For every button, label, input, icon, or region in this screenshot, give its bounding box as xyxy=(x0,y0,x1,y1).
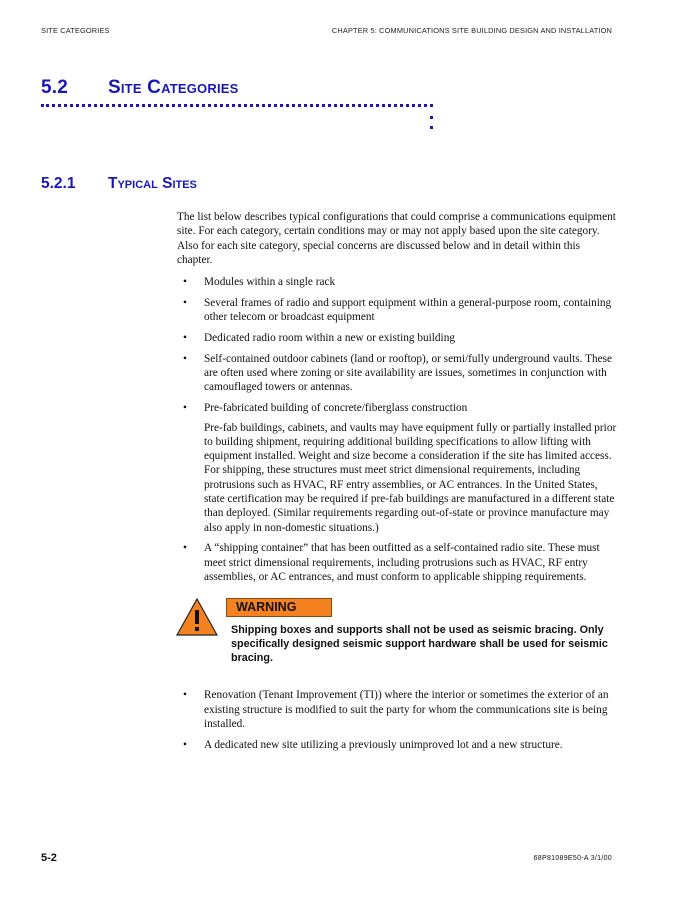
warning-label: WARNING xyxy=(226,598,332,616)
list-item: • Modules within a single rack xyxy=(177,275,617,289)
page-number: 5-2 xyxy=(41,852,57,864)
section-heading xyxy=(41,77,239,99)
body-text xyxy=(177,210,617,759)
subsection-number: 5.2.1 xyxy=(41,175,76,192)
list-item: • Self-contained outdoor cabinets (land or rooftop), or semi/fully underground vaults. These are often used where zoning or site availability are issues, sometimes in conjunction with camouflaged towers or antennas. xyxy=(177,352,617,395)
site-type-list-continued xyxy=(177,688,617,752)
list-item: • Renovation (Tenant Improvement (TI)) where the interior or sometimes the exterior of an existing structure is modified to suit the party for whom the communications site is being installed. xyxy=(177,688,617,731)
prefab-note: Pre-fab buildings, cabinets, and vaults may have equipment fully or partially installed prior to building shipment, requiring additional building specifications to allow lifting with equipment installed. Weight and size become a consideration if the site has limited access. For shipping, these structures must meet strict dimensional requirements, including protrusions such as HVAC, RF entry assemblies, or AC entrances. In the United States, state certification may be required if pre-fab buildings are manufactured in a different state than deployed. (Similar requirements regarding out-of-state or province manufacture may also apply in non-domestic situations.) xyxy=(204,421,617,534)
warning-box xyxy=(177,598,617,676)
list-item-text: Pre-fabricated building of concrete/fiberglass construction xyxy=(204,402,468,415)
list-item: • Several frames of radio and support equipment within a general-purpose room, containing other telecom or broadcast equipment xyxy=(177,296,617,325)
warning-icon xyxy=(176,598,218,636)
heading-dotted-rule xyxy=(41,98,433,107)
rule-dot xyxy=(430,116,433,119)
running-header-left: SITE CATEGORIES xyxy=(41,26,110,35)
rule-dot xyxy=(430,126,433,129)
document-id: 68P81089E50-A 3/1/00 xyxy=(533,855,612,862)
list-item: • Dedicated radio room within a new or existing building xyxy=(177,331,617,345)
section-title: Site Categories xyxy=(108,77,239,98)
list-item xyxy=(177,401,617,535)
intro-paragraph: The list below describes typical configurations that could comprise a communications equipment site. For each category, certain conditions may or may not apply based upon the site category. Also for each site category, special concerns are discussed below and in detail within this chapter. xyxy=(177,211,616,266)
running-header-right: CHAPTER 5: COMMUNICATIONS SITE BUILDING DESIGN AND INSTALLATION xyxy=(331,26,612,35)
section-number: 5.2 xyxy=(41,77,69,98)
site-type-list xyxy=(177,275,617,584)
warning-text: Shipping boxes and supports shall not be used as seismic bracing. Only specifically designed seismic support hardware shall be used for seismic bracing. xyxy=(231,624,608,665)
subsection-heading xyxy=(41,175,197,193)
list-item: • A “shipping container” that has been outfitted as a self-contained radio site. These must meet strict dimensional requirements, including protrusions such as HVAC, RF entry assemblies, or AC entrances, and must conform to applicable shipping requirements. xyxy=(177,541,617,584)
list-item: • A dedicated new site utilizing a previously unimproved lot and a new structure. xyxy=(177,738,617,752)
subsection-title: Typical Sites xyxy=(108,175,197,192)
